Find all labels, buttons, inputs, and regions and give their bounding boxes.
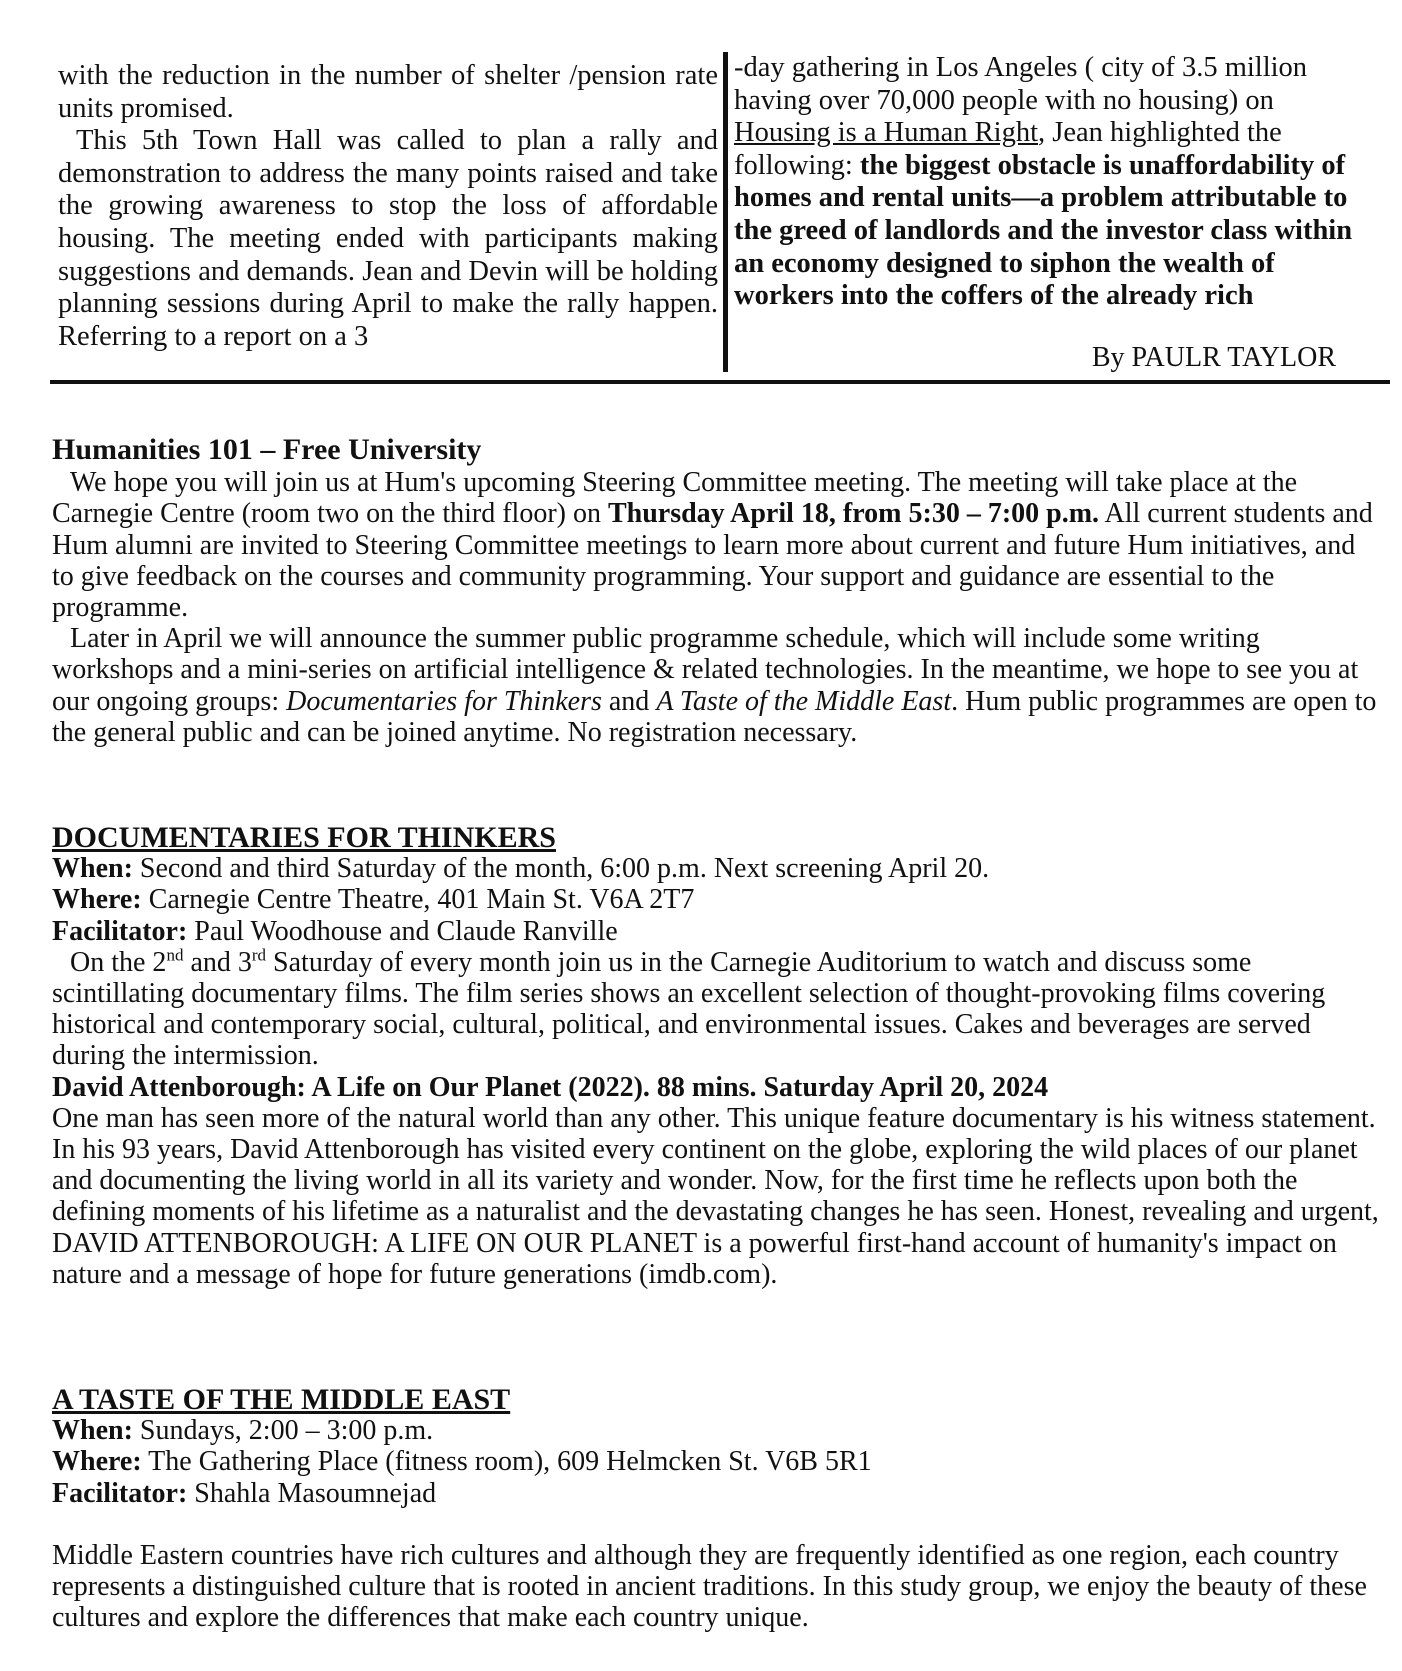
article-text-lead: -day gathering in Los Angeles ( city of 3.5 million having over 70,000 people with no housing) on: [734, 52, 1308, 116]
article-left-column: [58, 60, 718, 353]
group-name-documentaries: Documentaries for Thinkers: [286, 685, 602, 717]
where-label: Where:: [52, 884, 142, 916]
desc-text-c: Saturday of every month join us in the Carnegie Auditorium to watch and discuss some scintillating documentary films. The film series shows an excellent selection of thought-provoking films covering historical and contemporary social, cultural, political, and environmental issues. Cakes and beverages are served during the intermission.: [52, 946, 1326, 1072]
when-value: Second and third Saturday of the month, 6:00 p.m. Next screening April 20.: [132, 853, 990, 885]
ordinal-suffix-nd: nd: [166, 945, 184, 965]
taste-section: [52, 1384, 1382, 1633]
facilitator-value: Paul Woodhouse and Claude Ranville: [187, 915, 618, 947]
humanities-p1-text: We hope you will join us at Hum's upcoming Steering Committee meeting. The meeting will take place at the Carnegie Centre (room two on the third floor) on: [52, 467, 1298, 530]
taste-where: [52, 1446, 1382, 1477]
humanities-p2-text-cont: . Hum public programmes are open to the general public and can be joined anytime. No registration necessary.: [52, 685, 1377, 748]
film-title: David Attenborough: A Life on Our Planet (2022). 88 mins. Saturday April 20, 2024: [52, 1071, 1049, 1103]
humanities-p1-text-cont: All current students and Hum alumni are invited to Steering Committee meetings to learn more about current and future Hum initiatives, and to give feedback on the courses and community programming. Your support and guidance are essential to the programme.: [52, 498, 1373, 624]
desc-text-b: and 3: [183, 946, 252, 978]
housing-human-right-title: Housing is a Human Right: [734, 117, 1038, 149]
desc-text-a: On the 2: [70, 946, 167, 978]
article-paragraph-3: [734, 52, 1366, 313]
facilitator-label: Facilitator:: [52, 1477, 188, 1509]
ordinal-suffix-rd: rd: [251, 945, 267, 965]
taste-title: A TASTE OF THE MIDDLE EAST: [52, 1383, 511, 1416]
where-label: Where:: [52, 1446, 142, 1478]
documentaries-facilitator: [52, 916, 1382, 947]
facilitator-value: Shahla Masoumnejad: [187, 1477, 437, 1509]
article-bold-statement: the biggest obstacle is unaffordability of homes and rental units—a problem attributable to the greed of landlords and the investor class within an economy designed to siphon the wealth of workers into the coffers of the already rich: [734, 149, 1353, 312]
documentaries-description: [52, 947, 1382, 1072]
housing-article: [58, 52, 1386, 380]
column-divider: [723, 52, 728, 372]
where-value: Carnegie Centre Theatre, 401 Main St. V6A 2T7: [141, 884, 695, 916]
humanities-section: [52, 434, 1382, 748]
documentaries-when: [52, 853, 1382, 884]
humanities-p2-text: Later in April we will announce the summer public programme schedule, which will include some writing workshops and a mini-series on artificial intelligence & related technologies. In the meantime, we hope to see you at our ongoing groups:: [52, 623, 1359, 717]
when-label: When:: [52, 853, 133, 885]
documentaries-where: [52, 884, 1382, 915]
taste-facilitator: [52, 1478, 1382, 1509]
humanities-paragraph-2: [52, 623, 1382, 748]
humanities-title: Humanities 101 – Free University: [52, 433, 482, 466]
spacer: [52, 1509, 1382, 1540]
article-text-mid: , Jean highlighted the following:: [734, 117, 1282, 181]
taste-description: Middle Eastern countries have rich cultures and although they are frequently identified as one region, each country represents a distinguished culture that is rooted in ancient traditions. In this study group, we enjoy the beauty of these cultures and explore the differences that make each country unique.: [52, 1539, 1367, 1634]
documentaries-title: DOCUMENTARIES FOR THINKERS: [52, 821, 556, 854]
humanities-p2-and: and: [601, 685, 657, 717]
meeting-datetime: Thursday April 18, from 5:30 – 7:00 p.m.: [607, 498, 1100, 530]
film-description: One man has seen more of the natural world than any other. This unique feature documentary is his witness statement. In his 93 years, David Attenborough has visited every continent on the globe, exploring the wild places of our planet and documenting the living world in all its variety and wonder. Now, for the first time he reflects upon both the defining moments of his lifetime as a naturalist and the devastating changes he has seen. Honest, revealing and urgent, DAVID ATTENBOROUGH: A LIFE ON OUR PLANET is a powerful first-hand account of humanity's impact on nature and a message of hope for future generations (imdb.com).: [52, 1102, 1379, 1290]
section-divider-rule: [50, 380, 1390, 384]
when-value: Sundays, 2:00 – 3:00 p.m.: [132, 1415, 434, 1447]
article-right-column: [734, 52, 1366, 313]
documentaries-section: [52, 822, 1382, 1290]
taste-when: [52, 1415, 1382, 1446]
article-byline: By PAULR TAYLOR: [1091, 342, 1336, 373]
when-label: When:: [52, 1415, 133, 1447]
group-name-taste: A Taste of the Middle East: [656, 685, 952, 717]
article-paragraph-1: with the reduction in the number of shelter /pension rate units promised.: [58, 60, 718, 124]
where-value: The Gathering Place (fitness room), 609 Helmcken St. V6B 5R1: [141, 1446, 872, 1478]
facilitator-label: Facilitator:: [52, 915, 188, 947]
article-paragraph-2: This 5th Town Hall was called to plan a rally and demonstration to address the many points raised and take the growing awareness to stop the loss of affordable housing. The meeting ended with participants making suggestions and demands. Jean and Devin will be holding planning sessions during April to make the rally happen. Referring to a report on a 3: [58, 125, 718, 352]
humanities-paragraph-1: [52, 467, 1382, 623]
